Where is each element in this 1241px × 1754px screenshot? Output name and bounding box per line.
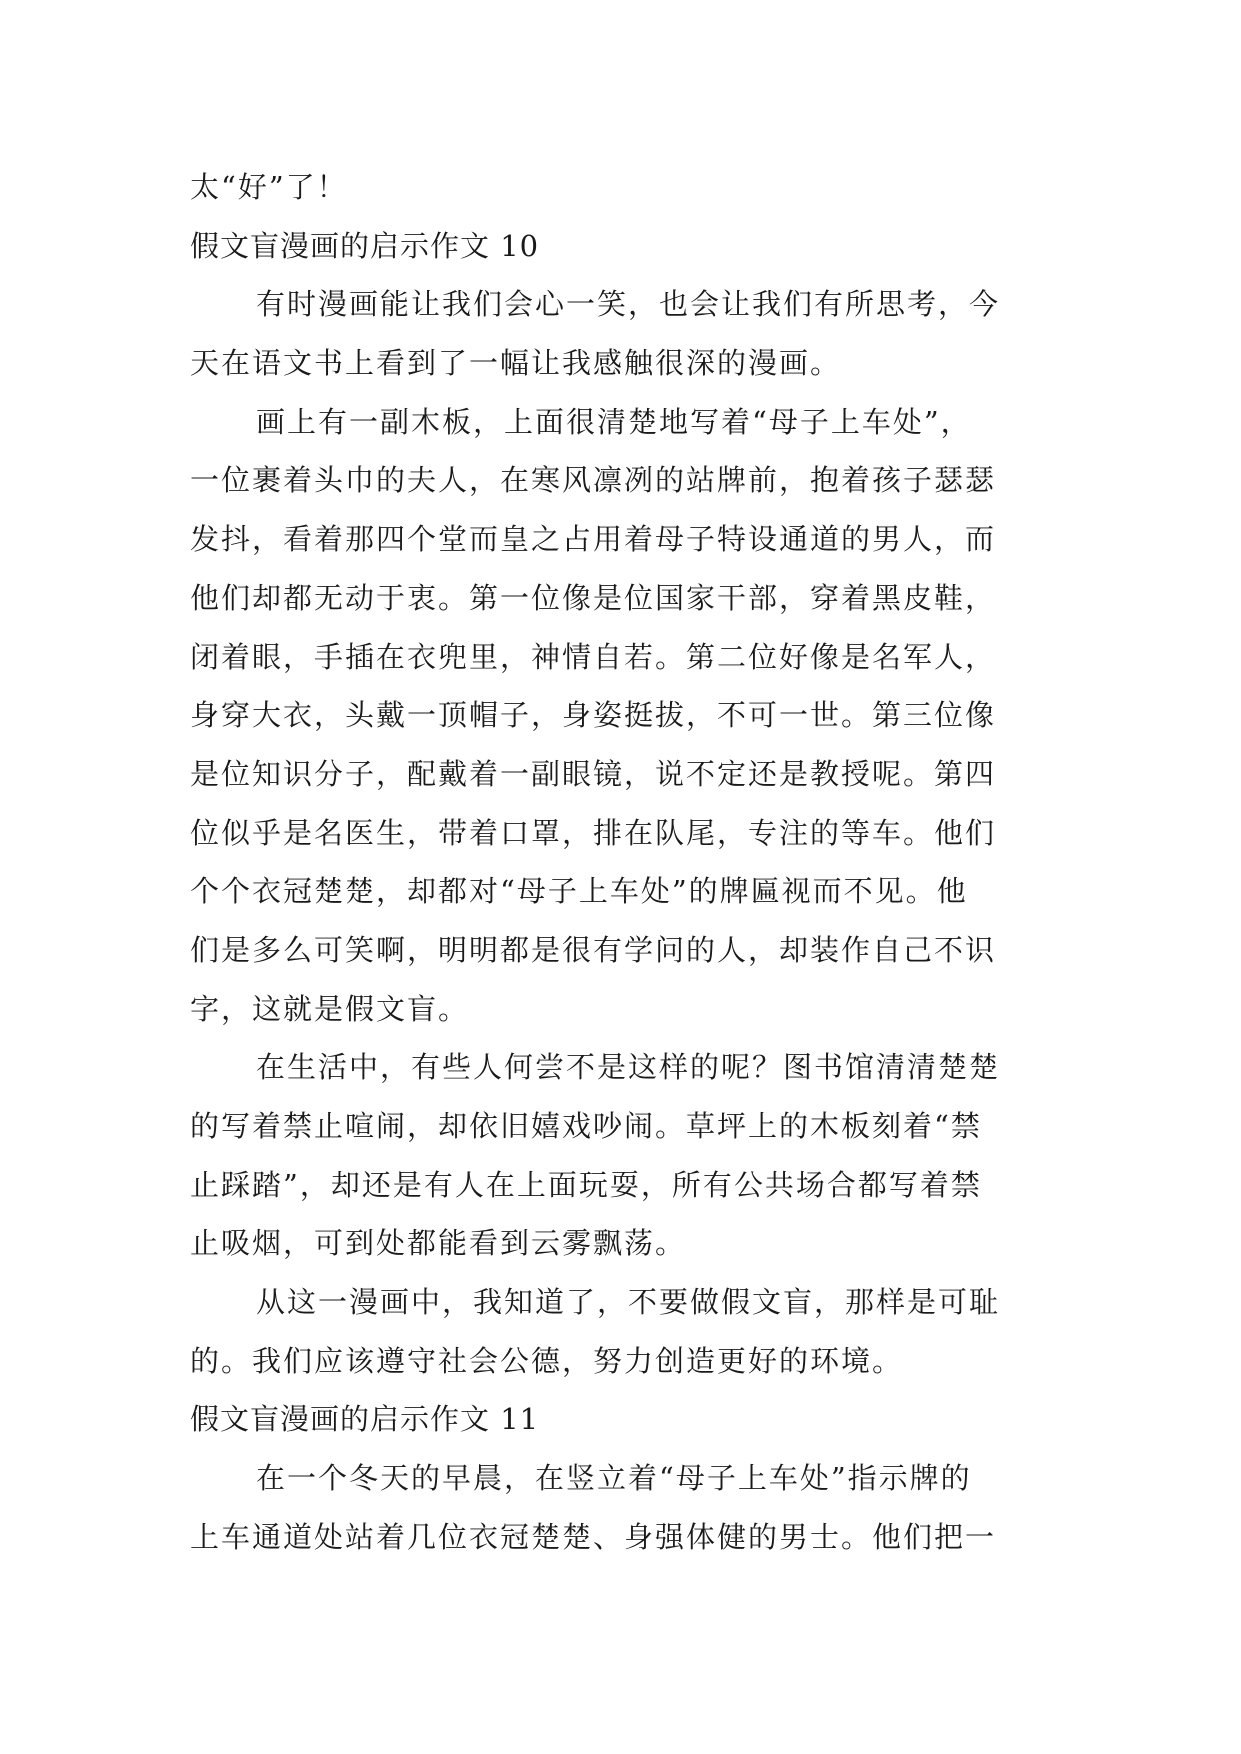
section-heading: 假文盲漫画的启示作文 11 — [190, 1402, 540, 1437]
paragraph-line: 止吸烟，可到处都能看到云雾飘荡。 — [190, 1226, 687, 1261]
paragraph-line: 身穿大衣，头戴一顶帽子，身姿挺拔，不可一世。第三位像 — [190, 698, 997, 733]
paragraph-line: 上车通道处站着几位衣冠楚楚、身强体健的男士。他们把一 — [190, 1519, 997, 1554]
paragraph-line: 他们却都无动于衷。第一位像是位国家干部，穿着黑皮鞋， — [190, 580, 997, 615]
paragraph-line: 从这一漫画中，我知道了，不要做假文盲，那样是可耻 — [256, 1285, 1001, 1320]
paragraph-line: 有时漫画能让我们会心一笑，也会让我们有所思考，今 — [256, 287, 1001, 322]
paragraph-line: 在生活中，有些人何尝不是这样的呢？图书馆清清楚楚 — [256, 1050, 1001, 1085]
paragraph-line: 天在语文书上看到了一幅让我感触很深的漫画。 — [190, 346, 842, 381]
paragraph-line: 个个衣冠楚楚，却都对“母子上车处”的牌匾视而不见。他 — [190, 874, 968, 909]
document-body — [190, 158, 1056, 1567]
paragraph-line: 一位裹着头巾的夫人，在寒风凛冽的站牌前，抱着孩子瑟瑟 — [190, 463, 997, 498]
text-line: 太“好”了！ — [190, 170, 348, 204]
paragraph-line: 在一个冬天的早晨，在竖立着“母子上车处”指示牌的 — [256, 1461, 972, 1496]
paragraph-line: 发抖，看着那四个堂而皇之占用着母子特设通道的男人，而 — [190, 522, 997, 557]
paragraph-line: 闭着眼，手插在衣兜里，神情自若。第二位好像是名军人， — [190, 639, 997, 674]
paragraph-line: 们是多么可笑啊，明明都是很有学问的人，却装作自己不识 — [190, 932, 997, 967]
section-heading: 假文盲漫画的启示作文 10 — [190, 228, 540, 263]
paragraph-line: 的。我们应该遵守社会公德，努力创造更好的环境。 — [190, 1343, 904, 1378]
paragraph-line: 是位知识分子，配戴着一副眼镜，说不定还是教授呢。第四 — [190, 756, 997, 791]
paragraph-line: 的写着禁止喧闹，却依旧嬉戏吵闹。草坪上的木板刻着“禁 — [190, 1109, 982, 1143]
paragraph-line: 位似乎是名医生，带着口罩，排在队尾，专注的等车。他们 — [190, 815, 997, 850]
paragraph-line: 止踩踏”，却还是有人在上面玩耍，所有公共场合都写着禁 — [190, 1167, 982, 1202]
paragraph-line: 画上有一副木板，上面很清楚地写着“母子上车处”， — [256, 404, 972, 439]
paragraph-line: 字，这就是假文盲。 — [190, 991, 470, 1026]
